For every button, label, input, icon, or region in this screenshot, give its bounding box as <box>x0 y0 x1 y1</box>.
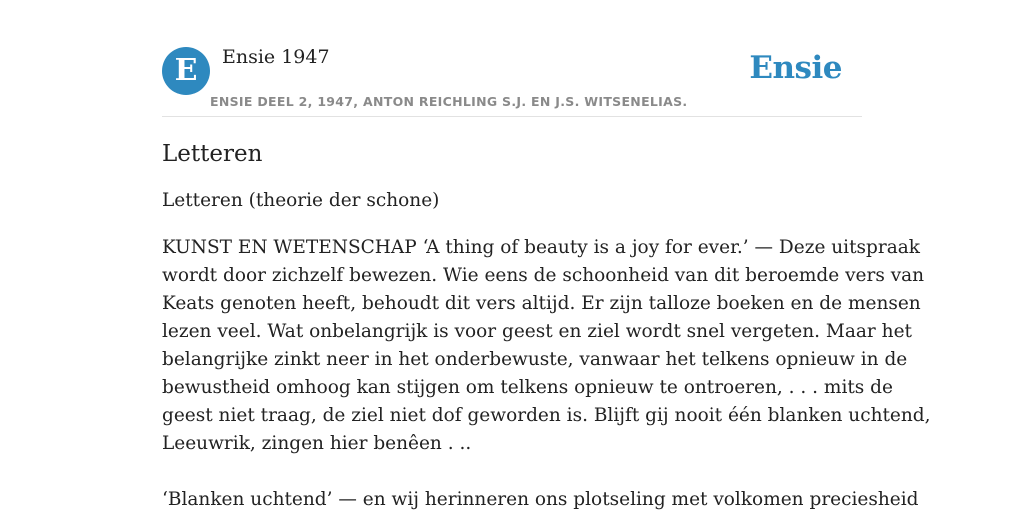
text-line: wordt door zichzelf bewezen. Wie eens de schoonheid van dit beroemde vers van <box>162 265 925 286</box>
text-line: Keats genoten heeft, behoudt dit vers altijd. Er zijn talloze boeken en de mensen <box>162 293 921 314</box>
text-line: KUNST EN WETENSCHAP ‘A thing of beauty is a joy for ever.’ — Deze uitspraak <box>162 237 920 258</box>
article <box>162 138 931 512</box>
source-title[interactable]: Ensie 1947 <box>222 46 330 68</box>
text-line: Leeuwrik, zingen hier benêen . .. <box>162 433 472 454</box>
text-line: lezen veel. Wat onbelangrijk is voor geest en ziel wordt snel vergeten. Maar het <box>162 321 912 342</box>
article-body <box>162 234 931 512</box>
brand-wordmark[interactable]: Ensie <box>749 50 842 86</box>
source-subtitle: ENSIE DEEL 2, 1947, ANTON REICHLING S.J. EN J.S. WITSENELIAS. <box>210 94 688 109</box>
article-title: Letteren <box>162 141 263 167</box>
text-line: ‘Blanken uchtend’ — en wij herinneren ons plotseling met volkomen preciesheid <box>162 489 919 510</box>
ensie-logo-icon[interactable]: E <box>162 47 210 95</box>
text-line: belangrijke zinkt neer in het onderbewuste, vanwaar het telkens opnieuw in de <box>162 349 908 370</box>
paragraph <box>162 234 931 458</box>
article-subtitle: Letteren (theorie der schone) <box>162 190 440 211</box>
paragraph <box>162 486 919 512</box>
site-header <box>162 46 862 117</box>
text-line: geest niet traag, de ziel niet dof geworden is. Blijft gij nooit één blanken uchtend, <box>162 405 931 426</box>
paragraph-spacer <box>162 458 864 486</box>
text-line: bewustheid omhoog kan stijgen om telkens opnieuw te ontroeren, . . . mits de <box>162 377 893 398</box>
